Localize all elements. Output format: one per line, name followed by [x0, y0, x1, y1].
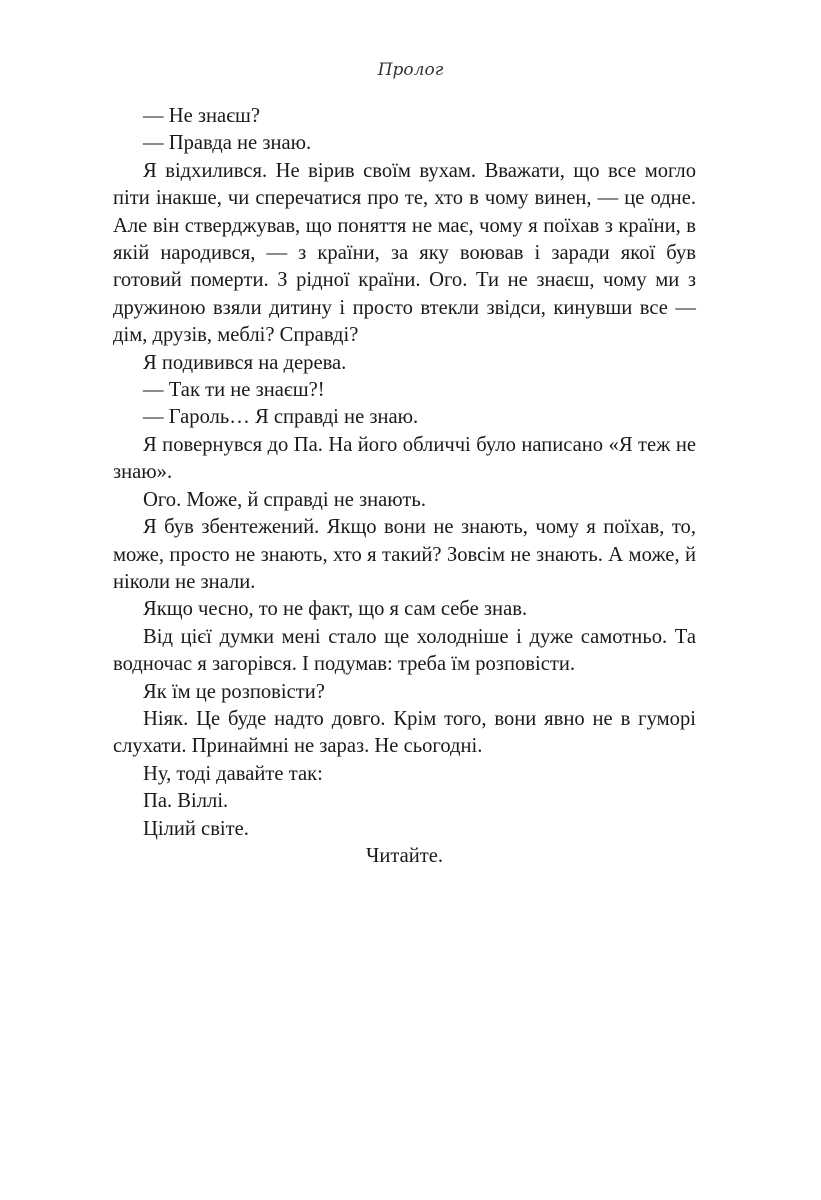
paragraph: Якщо чесно, то не факт, що я сам себе знав. [143, 598, 528, 621]
paragraph: Від цієї думки мені стало ще холодніше і дуже самотньо. Та водночас я загорівся. І подумав: треба їм розповісти. [113, 625, 696, 676]
paragraph: — Гароль… Я справді не знаю. [143, 406, 419, 429]
paragraph: Я відхилився. Не вірив своїм вухам. Вважати, що все могло піти інакше, чи сперечатися про те, хто в чому винен, — це одне. Але він стверджував, що поняття не має, чому я поїхав з країни, в якій народився, — з країни, за яку воював і заради якої був готовий померти. З рідної країни. Ого. Ти не знаєш, чому ми з дружиною взяли дитину і просто втекли звідси, кинувши все — дім, друзів, меблі? Справді? [113, 159, 696, 347]
closing-line: Читайте. [365, 844, 444, 867]
paragraph: Ого. Може, й справді не знають. [143, 488, 426, 511]
paragraph: Я був збентежений. Якщо вони не знають, чому я поїхав, то, може, просто не знають, хто я такий? Зовсім не знають. А може, й ніколи не знали. [113, 516, 696, 593]
paragraph: Ну, тоді давайте так: [143, 762, 323, 785]
paragraph: — Так ти не знаєш?! [143, 379, 325, 402]
paragraph: Я повернувся до Па. На його обличчі було написано «Я теж не знаю». [113, 433, 696, 484]
body-text [113, 103, 696, 870]
running-head-title: Пролог [377, 60, 444, 80]
paragraph: Як їм це розповісти? [143, 680, 325, 703]
paragraph: — Правда не знаю. [143, 132, 312, 155]
paragraph: — Не знаєш? [143, 105, 261, 127]
paragraph: Цілий світе. [143, 817, 249, 840]
paragraph: Ніяк. Це буде надто довго. Крім того, вони явно не в гуморі слухати. Принаймні не зараз. Не сьогодні. [113, 707, 696, 758]
paragraph: Па. Віллі. [143, 790, 229, 813]
paragraph: Я подивився на дерева. [143, 351, 347, 374]
